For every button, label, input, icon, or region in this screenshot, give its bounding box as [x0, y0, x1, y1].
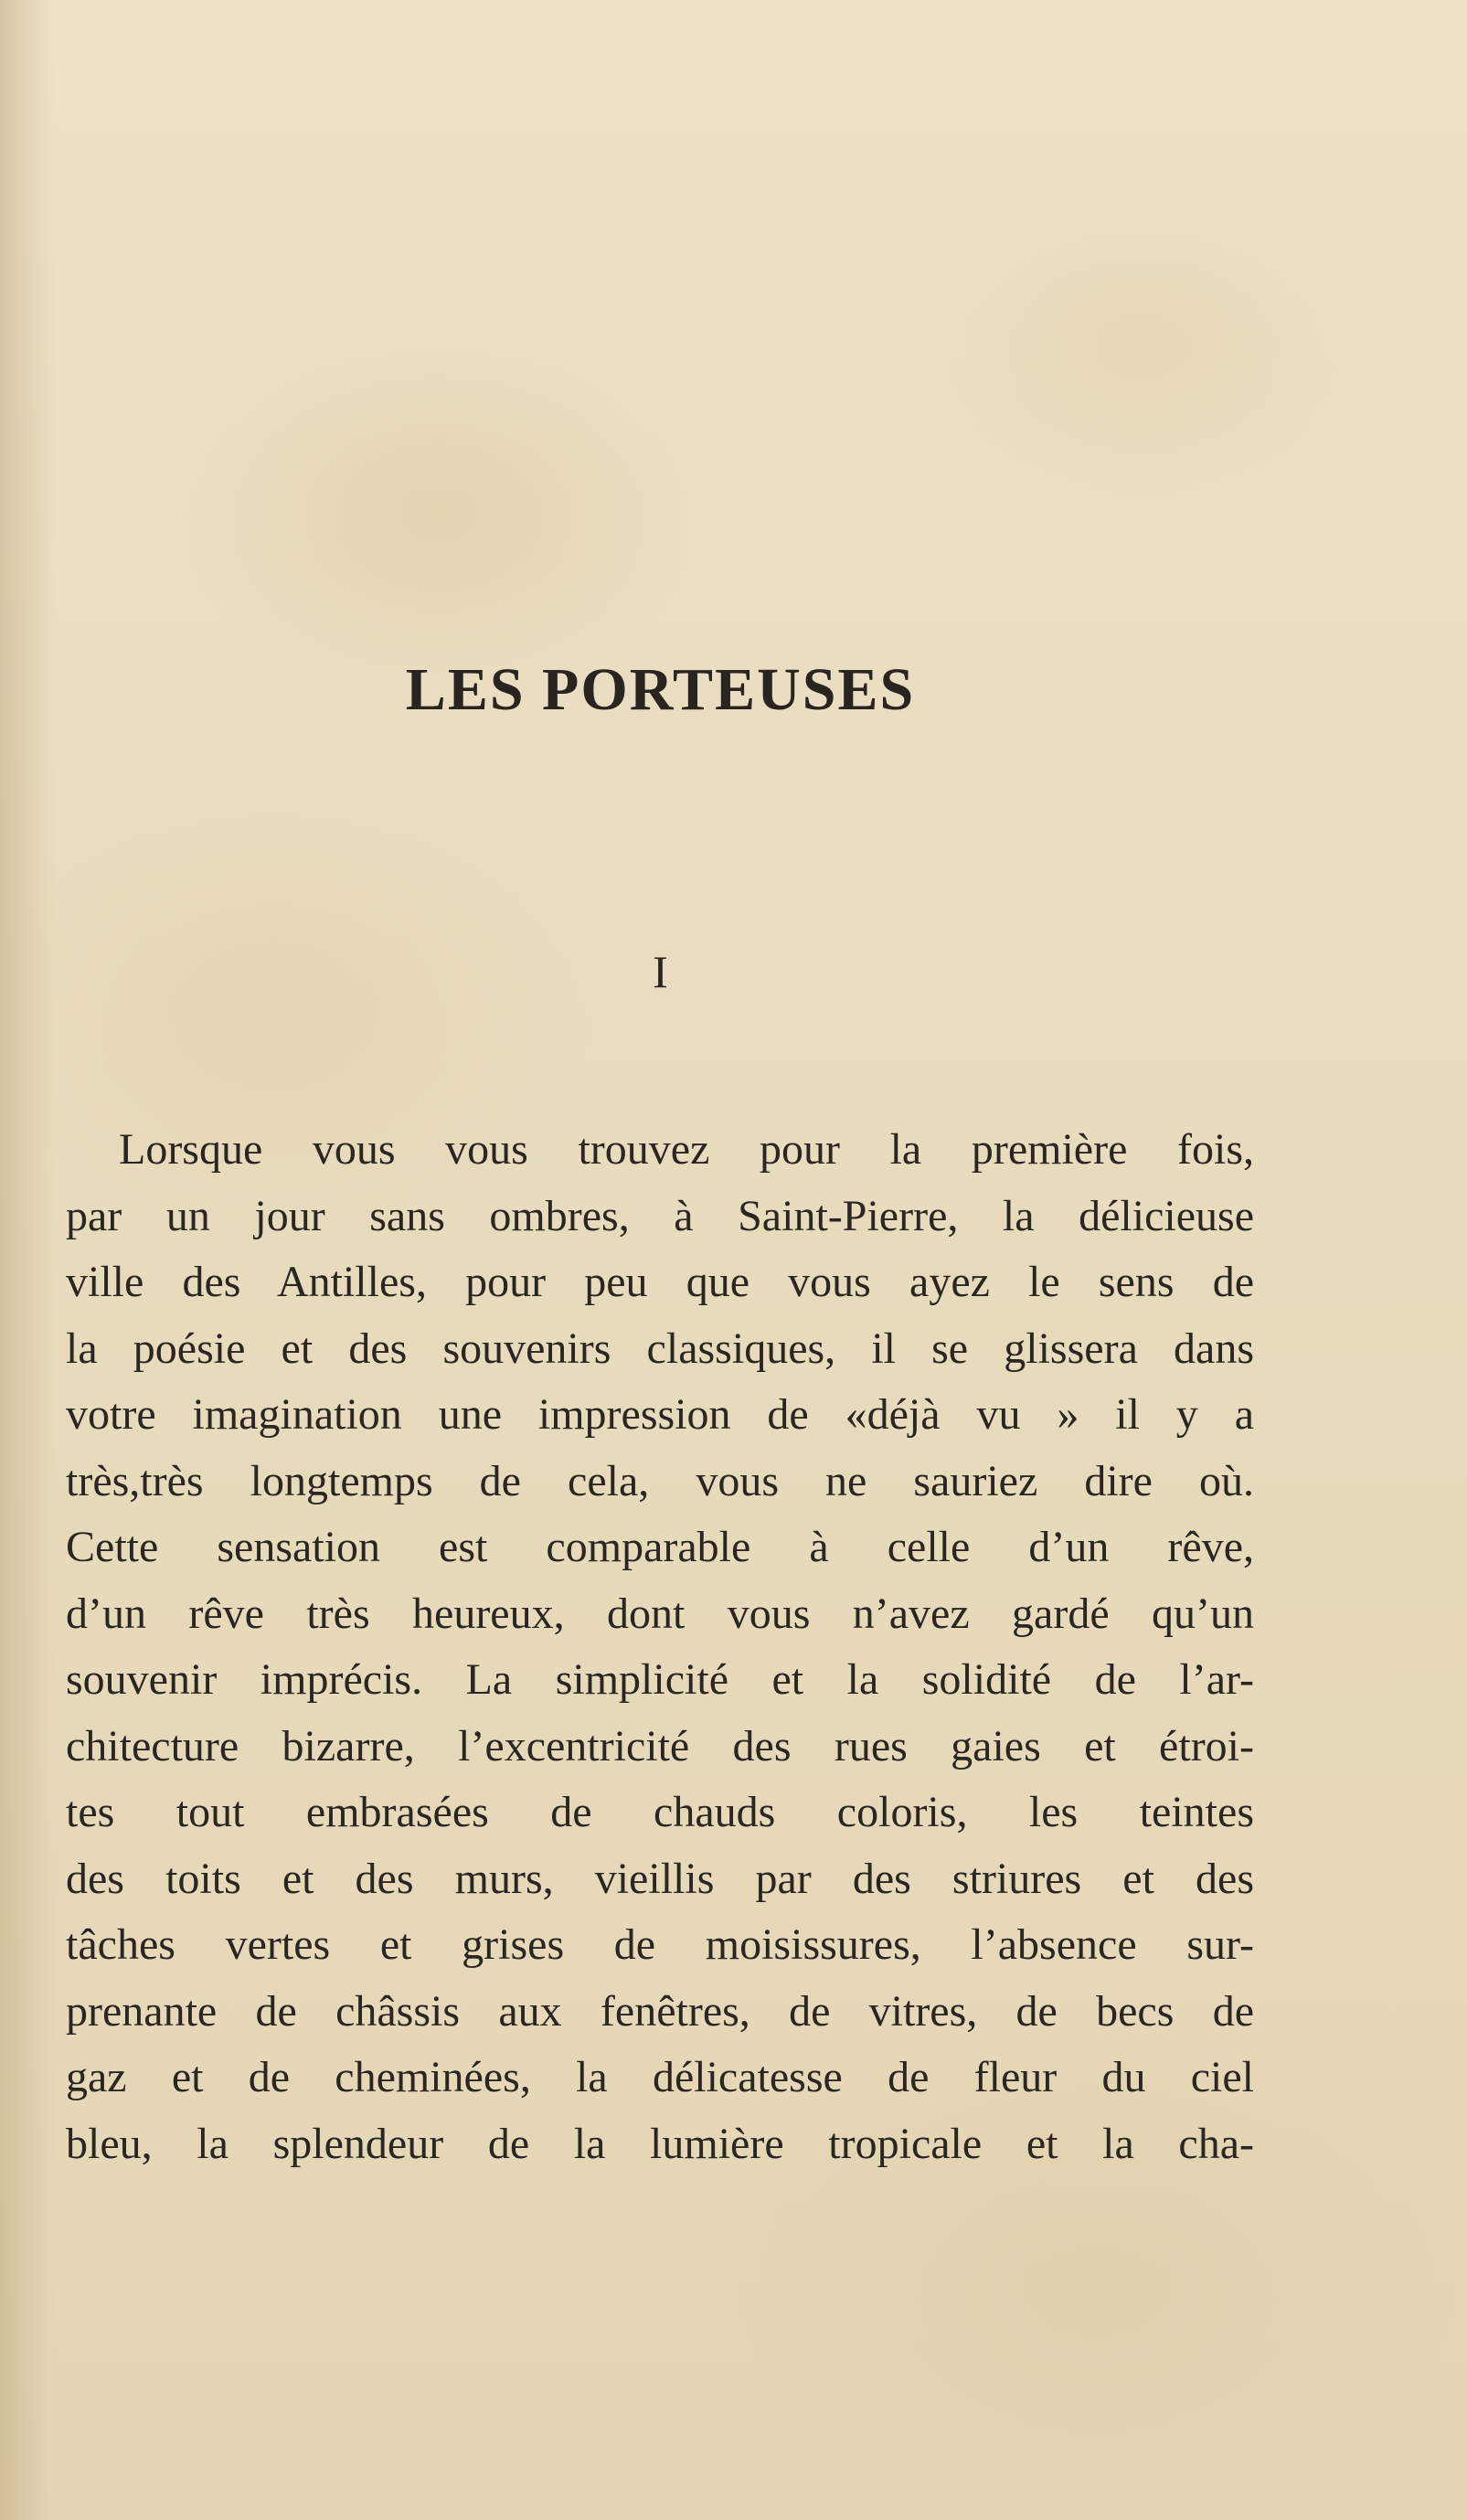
text-line: tes tout embrasées de chauds coloris, les teintes: [66, 1788, 1254, 1836]
text-line: gaz et de cheminées, la délicatesse de fleur du ciel: [66, 2053, 1254, 2101]
text-line: Cette sensation est comparable à celle d’un rêve,: [66, 1523, 1254, 1571]
text-line: tâches vertes et grises de moisissures, l’absence sur-: [66, 1920, 1254, 1969]
text-line: des toits et des murs, vieillis par des striures et des: [66, 1854, 1254, 1903]
text-line: par un jour sans ombres, à Saint-Pierre, la délicieuse: [66, 1191, 1254, 1240]
text-line: d’un rêve très heureux, dont vous n’avez gardé qu’un: [66, 1589, 1254, 1638]
text-line: Lorsque vous vous trouvez pour la première fois,: [119, 1125, 1254, 1174]
text-line: très,très longtemps de cela, vous ne sauriez dire où.: [66, 1456, 1254, 1505]
text-line: ville des Antilles, pour peu que vous ayez le sens de: [66, 1258, 1254, 1306]
text-line: la poésie et des souvenirs classiques, il se glissera dans: [66, 1324, 1254, 1373]
text-line: votre imagination une impression de «déjà vu » il y a: [66, 1390, 1254, 1439]
body-paragraph: [66, 1117, 1254, 2177]
text-line: chitecture bizarre, l’excentricité des rues gaies et étroi-: [66, 1721, 1254, 1770]
page-title: LES PORTEUSES: [405, 656, 916, 723]
chapter-number: I: [653, 946, 668, 997]
text-line: bleu, la splendeur de la lumière tropicale et la cha-: [66, 2119, 1254, 2168]
text-line: prenante de châssis aux fenêtres, de vitres, de becs de: [66, 1986, 1254, 2036]
text-line: souvenir imprécis. La simplicité et la solidité de l’ar-: [66, 1655, 1254, 1704]
